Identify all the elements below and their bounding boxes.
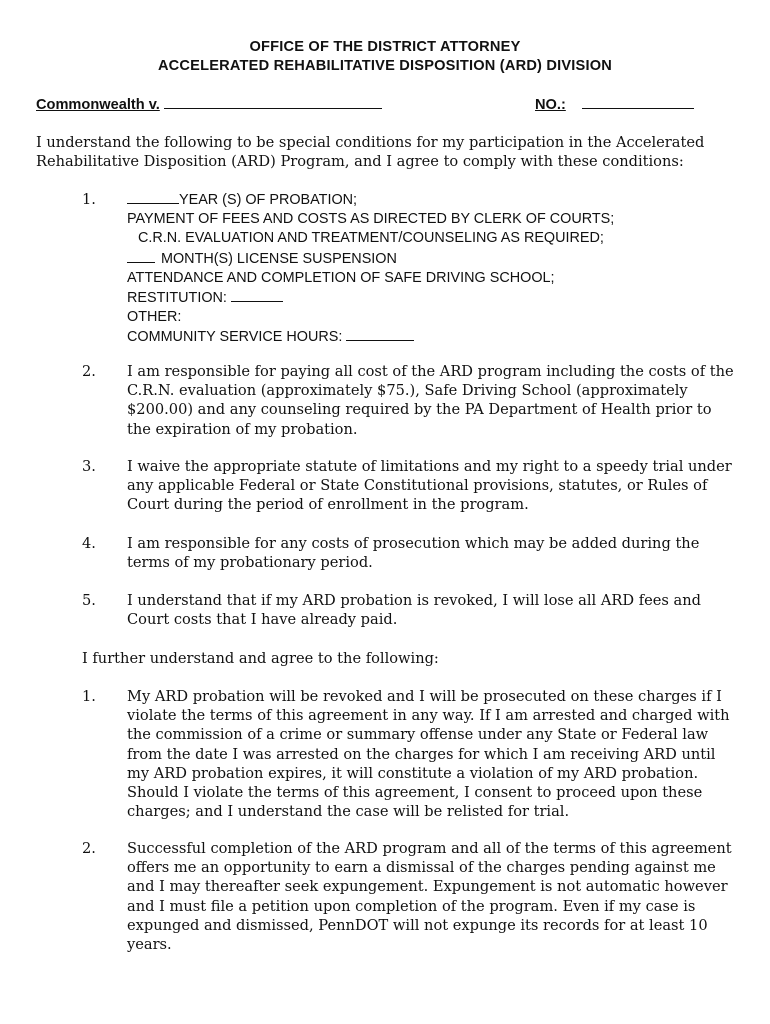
item-text: I understand that if my ARD probation is revoked, I will lose all ARD fees and Court costs that I have already paid. (127, 592, 701, 629)
item-number: 5. (82, 592, 96, 609)
condition-community-service (127, 327, 737, 347)
case-number-blank[interactable] (582, 94, 694, 109)
further-item-number: 1. (82, 688, 96, 705)
year-blank[interactable] (127, 190, 179, 204)
document-title-line1: OFFICE OF THE DISTRICT ATTORNEY (249, 39, 521, 55)
condition-crn: C.R.N. EVALUATION AND TREATMENT/COUNSELING AS REQUIRED; (138, 230, 604, 247)
further-item-text: My ARD probation will be revoked and I will be prosecuted on these charges if I violate the terms of this agreement in any way. If I am arrested and charged with the commission of a crime or summary offense under any State or Federal law from the date I was arrested on the charges for which I am receiving ARD until my ARD probation expires, it will constitute a violation of my ARD probation. Should I violate the terms of this agreement, I consent to proceed upon these charges; and I understand the case will be relisted for trial. (127, 688, 730, 821)
condition-driving-school: ATTENDANCE AND COMPLETION OF SAFE DRIVING SCHOOL; (127, 269, 555, 286)
community-service-blank[interactable] (346, 327, 414, 341)
item-text: I waive the appropriate statute of limitations and my right to a speedy trial under any applicable Federal or State Constitutional provisions, statutes, or Rules of Court during the period of enrollment in the program. (127, 458, 732, 514)
condition-number: 1. (82, 191, 96, 208)
year-probation-text: YEAR (S) OF PROBATION; (179, 192, 358, 208)
license-blank[interactable] (127, 249, 155, 263)
intro-paragraph: I understand the following to be special conditions for my participation in the Accelerated Rehabilitative Disposition (ARD) Program, and I agree to comply with these conditions: (36, 134, 705, 171)
condition-other: OTHER: (127, 309, 182, 326)
condition-year-probation (127, 190, 737, 210)
restitution-text: RESTITUTION: (127, 290, 227, 307)
item-number: 3. (82, 458, 96, 475)
commonwealth-blank[interactable] (164, 94, 382, 109)
further-understanding-heading: I further understand and agree to the following: (82, 650, 439, 667)
item-number: 2. (82, 363, 96, 380)
further-item-number: 2. (82, 840, 96, 857)
restitution-blank[interactable] (231, 288, 283, 302)
commonwealth-field[interactable] (36, 94, 382, 115)
condition-license (127, 249, 737, 269)
license-text: MONTH(S) LICENSE SUSPENSION (161, 250, 397, 267)
item-text: I am responsible for any costs of prosecution which may be added during the terms of my probationary period. (127, 535, 700, 572)
case-number-field[interactable] (535, 94, 694, 115)
case-number-label: NO.: (535, 97, 566, 113)
community-service-text: COMMUNITY SERVICE HOURS: (127, 329, 343, 346)
commonwealth-label: Commonwealth v. (36, 97, 160, 113)
condition-payment: PAYMENT OF FEES AND COSTS AS DIRECTED BY CLERK OF COURTS; (127, 211, 615, 228)
item-number: 4. (82, 535, 96, 552)
further-item-text: Successful completion of the ARD program and all of the terms of this agreement offers me an opportunity to earn a dismissal of the charges pending against me and I may thereafter seek expungement. Expungement is not automatic however and I must file a petition upon completion of the program. Even if my case is expunged and dismissed, PennDOT will not expunge its records for at least 10 years. (127, 840, 732, 954)
document-title-line2: ACCELERATED REHABILITATIVE DISPOSITION (ARD) DIVISION (157, 58, 613, 74)
conditions-list (127, 190, 737, 348)
condition-restitution (127, 288, 737, 308)
item-text: I am responsible for paying all cost of the ARD program including the costs of the C.R.N. evaluation (approximately $75.), Safe Driving School (approximately $200.00) and any counseling required by the PA Department of Health prior to the expiration of my probation. (127, 363, 734, 438)
